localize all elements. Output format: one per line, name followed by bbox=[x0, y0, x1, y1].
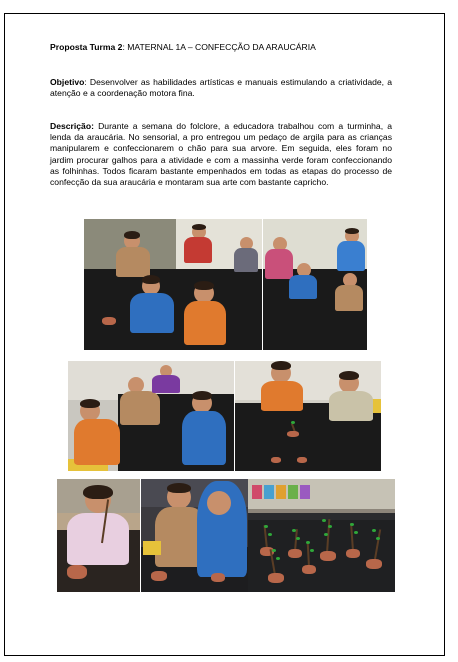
title-text: : MATERNAL 1A – CONFECÇÃO DA ARAUCÁRIA bbox=[122, 42, 316, 52]
children-table-photo bbox=[176, 219, 262, 350]
girl-with-twig-photo bbox=[57, 479, 140, 592]
children-clay-wide-photo bbox=[263, 219, 367, 350]
description-label: Descrição: bbox=[50, 121, 94, 131]
children-clay-activity-photo bbox=[84, 219, 176, 350]
objective-label: Objetivo bbox=[50, 77, 85, 87]
page-title bbox=[50, 42, 392, 53]
children-kneeling-photo bbox=[68, 361, 234, 471]
objective-paragraph bbox=[50, 77, 392, 99]
objective-text: : Desenvolver as habilidades artísticas e manuais estimulando a criatividade, a atenção e a coordenação motora fina. bbox=[50, 77, 392, 99]
title-label: Proposta Turma 2 bbox=[50, 42, 123, 52]
finished-araucaria-trees-photo bbox=[248, 479, 395, 592]
boys-with-clay-photo bbox=[141, 479, 248, 592]
description-paragraph bbox=[50, 121, 392, 188]
children-at-mat-photo bbox=[235, 361, 381, 471]
description-text: Durante a semana do folclore, a educadora trabalhou com a turminha, a lenda da araucária. No sensorial, a pro entregou um pedaço de argila para as crianças manipularem e confeccionarem o chão para sua arvore. Em seguida, eles foram no jardim procurar galhos para a atividade e com a massinha verde foram confeccionando as folhinhas. Todos ficaram bastante empenhados em todas as etapas do processo de confecção da sua araucária e montaram sua arte com bastante capricho. bbox=[50, 121, 392, 188]
